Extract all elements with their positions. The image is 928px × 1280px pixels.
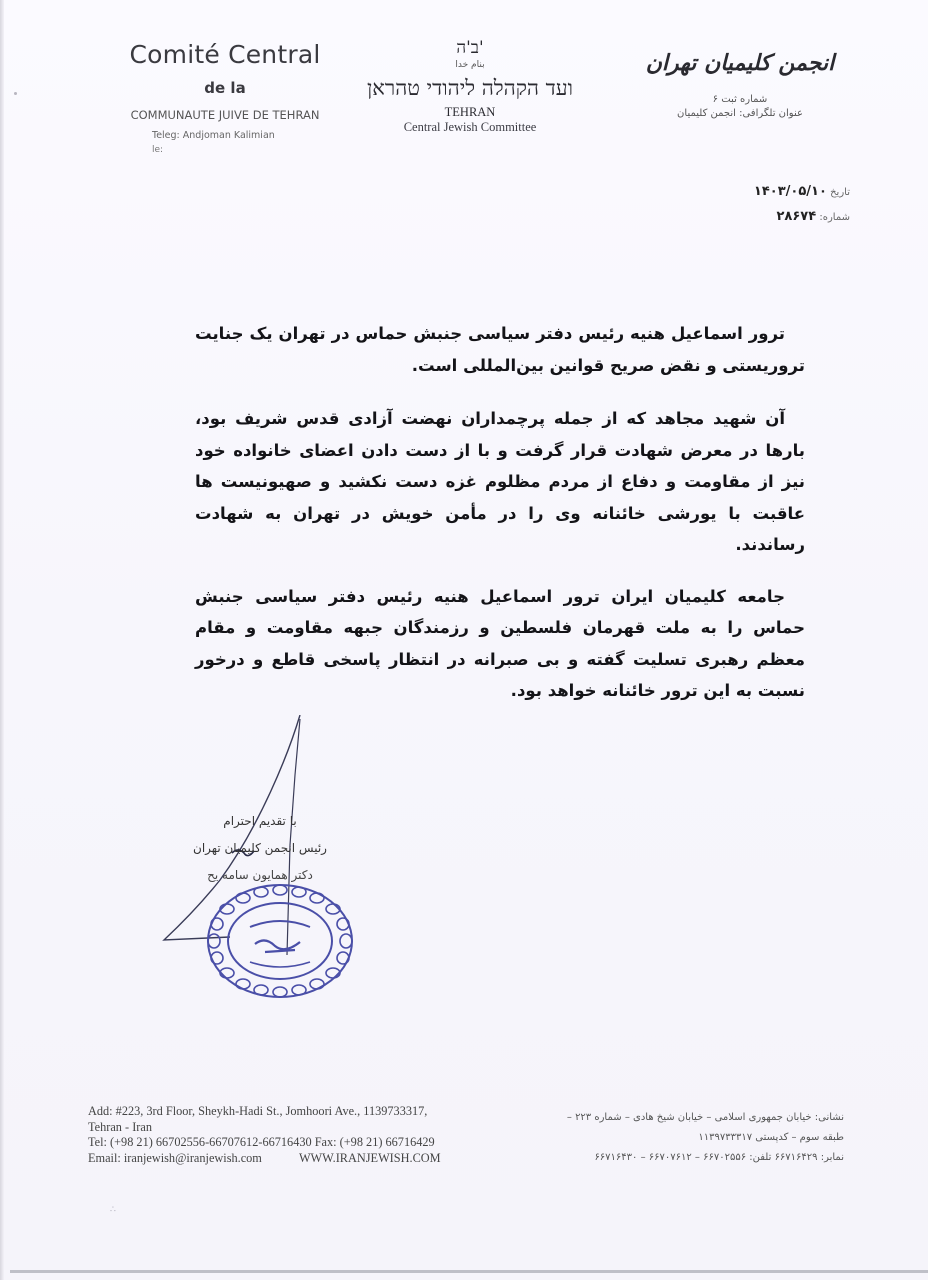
org-logo-calligraphy: انجمن کلیمیان تهران [645,50,835,76]
footer-email: Email: iranjewish@iranjewish.com [88,1150,262,1165]
body-paragraph: ترور اسماعیل هنیه رئیس دفتر سیاسی جنبش حماس در تهران یک جنایت تروریستی و نقض صریح قوانین بین‌المللی است. [195,324,805,375]
footer-phone-fax: Tel: (+98 21) 66702556-66707612-66716430 Fax: (+98 21) 66716429 [88,1135,435,1149]
footer-contact-line [88,1151,441,1167]
registration-number: شماره ثبت ۶ [712,94,768,105]
signatory-title: رئیس انجمن کلیمیان تهران [193,841,327,855]
org-title-english: Central Jewish Committee [403,120,537,134]
org-title-french: Comité Central [129,40,321,69]
official-stamp [205,882,355,1000]
body-paragraph: جامعه کلیمیان ایران ترور اسماعیل هنیه رئیس دفتر سیاسی جنبش حماس را به ملت قهرمان فلسطین و رزمندگان جبهه مقاومت و مقام معظم رهبری تسلیت گفته و بی صبرانه در انتظار پاسخی قاطع و درخور نسبت به این ترور خائنانه خواهد بود. [195,586,805,700]
org-community-name: COMMUNAUTE JUIVE DE TEHRAN [130,108,320,122]
paper-edge [0,0,4,1280]
body-paragraph: آن شهید مجاهد که از جمله پرچمداران نهضت آزادی قدس شریف بود، بارها در معرض شهادت قرار گرفت و با از دست دادن اعضای خانواده خود نیز از مقاومت و دفاع از مردم مظلوم غزه دست نکشید و صهیونیست ها عاقبت با یورشی خائنانه وی را در مأمن خویش در تهران به شهادت رساندند. [195,409,805,554]
city-name: TEHRAN [444,105,496,119]
footer-persian-address-2: طبقه سوم – کدپستی ۱۱۳۹۷۳۳۳۱۷ [698,1132,844,1143]
date-value: ۱۴۰۳/۰۵/۱۰ [753,184,827,199]
letter-date [754,180,850,205]
letterhead-persian [640,50,840,119]
footer-address-line-1: Add: #223, 3rd Floor, Sheykh-Hadi St., Jomhoori Ave., 1139733317, [88,1104,428,1118]
number-label: شماره: [819,212,850,223]
hebrew-org-name: ועד הקהלה ליהודי טהראן [366,76,574,100]
letter-body [195,318,805,727]
closing-line: با تقدیم احترام [223,814,297,828]
signature-block [180,808,340,889]
signatory-name: دکتر همایون سامه یح [207,868,313,882]
bismillah: بنام خدا [455,60,485,70]
telegraph-address-persian: عنوان تلگرافی: انجمن کلیمیان [677,108,803,119]
telegraph-address: Teleg: Andjoman Kalimian [152,130,275,141]
paper-speck [14,92,17,95]
letter-number [754,205,850,230]
footer-persian [567,1108,844,1168]
footer-address-line-2: Tehran - Iran [88,1119,152,1134]
footer-persian-address-1: نشانی: خیابان جمهوری اسلامی – خیابان شیخ هادی – شماره ۲۲۳ – [566,1112,844,1123]
letterhead-center [340,38,600,135]
footer-persian-phones: نمابر: ۶۶۷۱۶۴۲۹ تلفن: ۶۶۷۰۲۵۵۶ – ۶۶۷۰۷۶۱۲ – ۶۶۷۱۶۴۳۰ [594,1152,844,1163]
paper-speck: ∴ [110,1205,116,1215]
letter-meta [754,180,850,230]
footer-website: WWW.IRANJEWISH.COM [298,1150,441,1165]
number-value: ۲۸۶۷۴ [776,209,817,224]
paper-bottom-edge [10,1270,928,1273]
footer-english [88,1104,441,1166]
hebrew-bh: ב'ה' [456,38,484,58]
letterhead-french [100,40,350,155]
org-subtitle-dela: de la [204,79,246,97]
date-label: تاریخ [830,187,850,198]
date-label-french: le: [152,145,164,155]
